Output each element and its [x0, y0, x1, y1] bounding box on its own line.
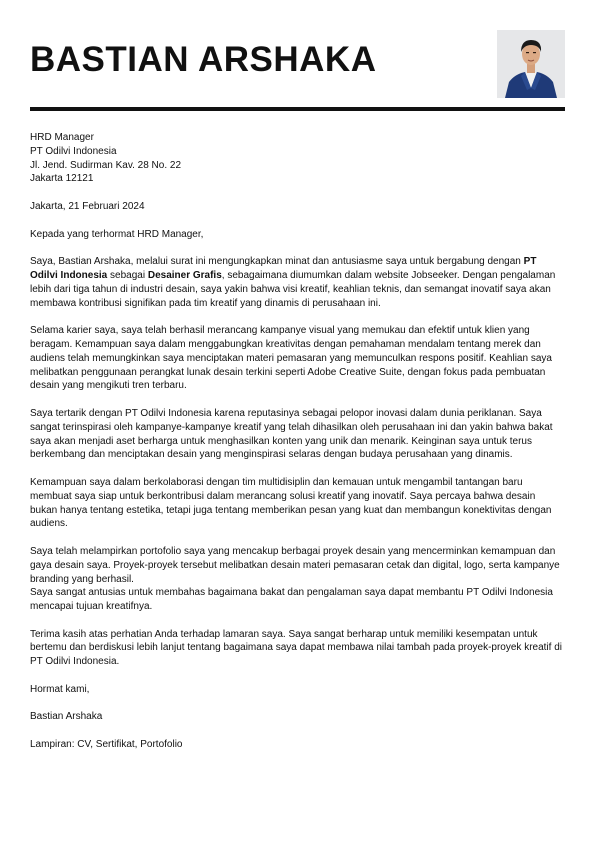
- signature-name: Bastian Arshaka: [30, 711, 103, 723]
- paragraph-intro-text-c: , sebagaimana diumumkan dalam website Jobseeker. Dengan pengalaman lebih dari tiga tahun di industri desain, saya yakin bahwa visi kreatif, keahlian teknis, dan semangat inovatif saya akan membawa kontribusi signifikan pada tim kreatif yang dinamis di perusahaan ini.: [30, 269, 556, 309]
- paragraph-thanks: Terima kasih atas perhatian Anda terhadap lamaran saya. Saya sangat berharap untuk memiliki kesempatan untuk bertemu dan berdiskusi lebih lanjut tentang bagaimana saya dapat membawa nilai tambah pada proyek-proyek kreatif di PT Odilvi Indonesia.: [30, 628, 562, 668]
- applicant-name: BASTIAN ARSHAKA: [30, 40, 377, 79]
- recipient-company: PT Odilvi Indonesia: [30, 145, 117, 157]
- closing: Hormat kami,: [30, 683, 90, 695]
- company-name-bold: PT Odilvi Indonesia: [30, 256, 537, 281]
- paragraph-intro-text-b: sebagai: [107, 269, 148, 281]
- salutation: Kepada yang terhormat HRD Manager,: [30, 228, 204, 240]
- paragraph-intro-text-a: Saya, Bastian Arshaka, melalui surat ini mengungkapkan minat dan antusiasme saya untuk bergabung dengan: [30, 256, 524, 268]
- paragraph-portfolio-text: Saya telah melampirkan portofolio saya yang mencakup berbagai proyek desain yang mencerminkan kemampuan dan gaya desain saya. Proyek-proyek tersebut melibatkan desain materi pemasaran cetak dan digital, logo, serta kampanye branding yang berhasil.: [30, 545, 560, 585]
- paragraph-intro: [30, 255, 565, 310]
- recipient-street: Jl. Jend. Sudirman Kav. 28 No. 22: [30, 159, 182, 171]
- letter-date: Jakarta, 21 Februari 2024: [30, 200, 145, 212]
- header-divider: [30, 107, 565, 111]
- profile-photo: [497, 30, 565, 98]
- profile-photo-image: [497, 30, 565, 98]
- paragraph-motivation: Saya tertarik dengan PT Odilvi Indonesia karena reputasinya sebagai pelopor inovasi dalam dunia periklanan. Saya sangat terinspirasi oleh kampanye-kampanye kreatif yang telah dihasilkan oleh perusahaan ini dan yakin bahwa bakat saya akan menjadi aset berharga untuk menghasilkan konten yang unik dan menarik. Keinginan saya untuk terus berkembang dan menciptakan desain yang menginspirasi selaras dengan budaya perusahaan yang dinamis.: [30, 407, 553, 461]
- recipient-city: Jakarta 12121: [30, 173, 94, 185]
- letter-body: [30, 131, 565, 766]
- paragraph-experience: Selama karier saya, saya telah berhasil merancang kampanye visual yang memukau dan efektif untuk klien yang beragam. Kemampuan saya dalam menggabungkan kreativitas dengan pemahaman mendalam tentang merek dan audiens telah memungkinkan saya menciptakan materi pemasaran yang memunculkan respons positif. Keahlian saya melibatkan penggunaan perangkat lunak desain terkini seperti Adobe Creative Suite, dengan fokus pada pembuatan desain yang mengikuti tren terbaru.: [30, 325, 552, 392]
- paragraph-portfolio: [30, 545, 565, 614]
- recipient-block: [30, 131, 565, 186]
- paragraph-enthusiasm-text: Saya sangat antusias untuk membahas bagaimana bakat dan pengalaman saya dapat membantu PT Odilvi Indonesia mencapai tujuan kreatifnya.: [30, 587, 553, 613]
- paragraph-collaboration: Kemampuan saya dalam berkolaborasi dengan tim multidisiplin dan kemauan untuk mengambil tantangan baru membuat saya siap untuk berkontribusi dalam merancang solusi kreatif yang inovatif. Saya percaya bahwa desain bukan hanya tentang estetika, tetapi juga tentang memberikan pesan yang kuat dan membangun konektivitas dengan audiens.: [30, 476, 552, 530]
- recipient-title: HRD Manager: [30, 132, 94, 143]
- attachments-line: Lampiran: CV, Sertifikat, Portofolio: [30, 739, 183, 751]
- position-name-bold: Desainer Grafis: [147, 269, 222, 281]
